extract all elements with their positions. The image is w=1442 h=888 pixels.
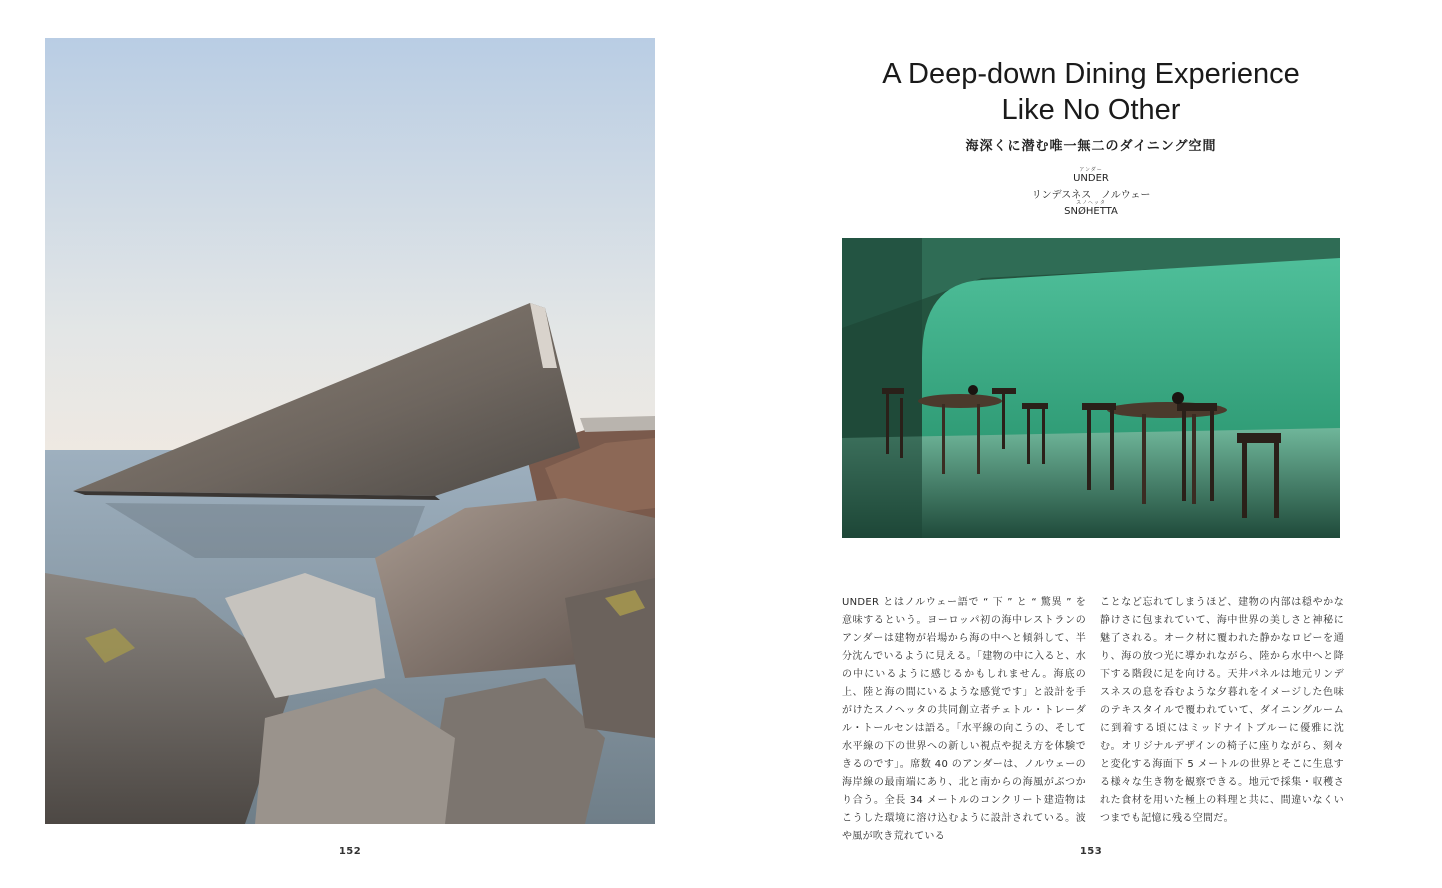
page-number-left: 152 <box>338 846 362 857</box>
body-text-column-2: ことなど忘れてしまうほど、建物の内部は穏やかな静けさに包まれていて、海中世界の美しさと神秘に魅了される。オーク材に覆われた静かなロビーを通り、海の放つ光に導かれながら、陸から水中へと降下する階段に足を向ける。天井パネルは地元リンデスネスの息を呑むような夕暮れをイメージした色味のテキスタイルで覆われていて、ダイニングルームに到着する頃にはミッドナイトブルーに優雅に沈む。オリジナルデザインの椅子に座りながら、刻々と変化する海面下 5 メートルの世界とそこに生息する様々な生き物を観察できる。地元で採集・収穫された食材を用いた極上の料理と共に、間違いなくいつまでも記憶に残る空間だ。 <box>1100 597 1344 824</box>
credit-architect <box>941 200 1241 218</box>
article-title-line2: Like No Other <box>1001 94 1181 126</box>
page-number-right: 153 <box>1079 846 1103 857</box>
restaurant-exterior-illustration <box>45 38 655 824</box>
credit-name-ruby: アンダー <box>1079 167 1103 173</box>
body-text-column-1: UNDER とはノルウェー語で “ 下 ” と “ 驚異 ” を意味するという。ヨーロッパ初の海中レストランのアンダーは建物が岩場から海の中へと傾斜して、半分沈んでいるように見える。「建物の中に入ると、水の中にいるように感じるかもしれません。海底の上、陸と海の間にいるような感覚です」と設計を手がけたスノヘッタの共同創立者チェトル・トレーダル・トールセンは語る。「水平線の向こうの、そして水平線の下の世界への新しい視点や捉え方を体験できるのです」。席数 40 のアンダーは、ノルウェーの海岸線の最南端にあり、北と南からの海風がぶつかり合う。全長 34 メートルのコンクリート建造物はこうした環境に溶け込むように設計されている。波や風が吹き荒れている <box>842 597 1086 842</box>
right-page <box>721 0 1442 888</box>
credit-architect-text: SNØHETTA <box>1064 206 1118 217</box>
restaurant-exterior-photo <box>45 38 655 824</box>
article-subtitle: 海深くに潜む唯一無二のダイニング空間 <box>965 139 1217 154</box>
credit-architect-ruby: スノヘッタ <box>1076 200 1106 206</box>
credit-name <box>941 167 1241 185</box>
credit-location: リンデスネス ノルウェー <box>1031 190 1151 201</box>
underwater-dining-illustration <box>842 238 1340 538</box>
credit-name-text: UNDER <box>1073 173 1109 184</box>
article-title-line1: A Deep-down Dining Experience <box>882 58 1300 90</box>
underwater-dining-photo <box>842 238 1340 538</box>
article-title <box>841 56 1341 128</box>
